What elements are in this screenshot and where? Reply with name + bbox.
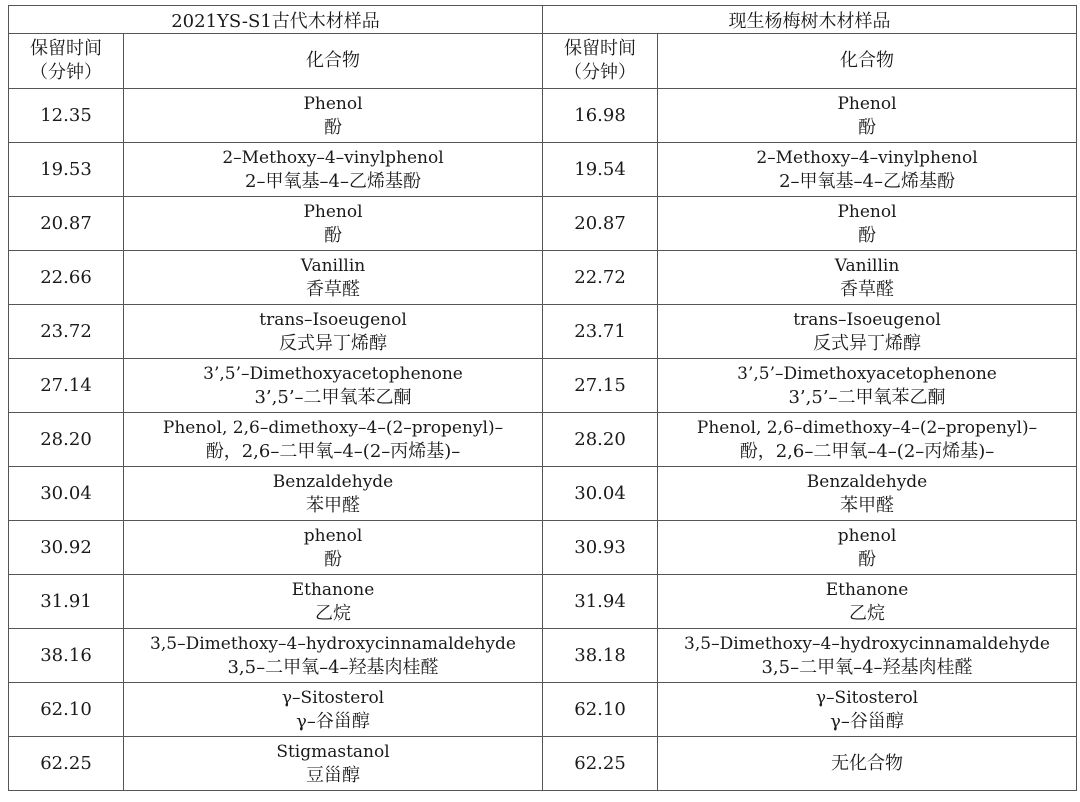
compound-name-en: 3’,5’–Dimethoxyacetophenone <box>737 363 997 384</box>
compound-ancient <box>124 629 543 683</box>
compound-name-zh: 3’,5’–二甲氧苯乙酮 <box>788 386 946 408</box>
table-row <box>9 413 1077 467</box>
retention-time-modern: 27.15 <box>543 359 658 413</box>
compound-name-zh: 反式异丁烯醇 <box>813 332 922 354</box>
retention-time-ancient: 22.66 <box>9 251 124 305</box>
compound-modern <box>658 143 1077 197</box>
compound-name-zh: 酚 <box>858 548 877 570</box>
table-row <box>9 251 1077 305</box>
compound-modern <box>658 629 1077 683</box>
compound-modern <box>658 683 1077 737</box>
retention-time-modern: 16.98 <box>543 89 658 143</box>
retention-time-ancient: 12.35 <box>9 89 124 143</box>
table-row <box>9 143 1077 197</box>
compound-modern <box>658 413 1077 467</box>
retention-time-modern: 30.93 <box>543 521 658 575</box>
compound-name-en: Phenol <box>303 93 363 114</box>
compound-name-en: Phenol, 2,6–dimethoxy–4–(2–propenyl)– <box>162 417 504 438</box>
compound-modern <box>658 305 1077 359</box>
retention-time-ancient: 62.25 <box>9 737 124 791</box>
compound-name-en: Stigmastanol <box>276 741 390 762</box>
compound-name-zh: 香草醛 <box>840 278 895 300</box>
compound-name-zh: 豆甾醇 <box>306 764 360 786</box>
compound-modern <box>658 251 1077 305</box>
retention-time-modern: 22.72 <box>543 251 658 305</box>
compound-name-zh: 3,5–二甲氧–4–羟基肉桂醛 <box>227 656 439 678</box>
compound-name-zh: 乙烷 <box>315 602 351 624</box>
compound-name-zh: 酚 <box>324 116 342 138</box>
compound-name-zh: 香草醛 <box>306 278 360 300</box>
table-row <box>9 197 1077 251</box>
retention-time-ancient: 28.20 <box>9 413 124 467</box>
table-row <box>9 737 1077 791</box>
compound-name-zh: 反式异丁烯醇 <box>279 332 387 354</box>
table-row <box>9 683 1077 737</box>
compound-ancient <box>124 467 543 521</box>
header-compound-modern: 化合物 <box>658 34 1077 89</box>
compound-ancient <box>124 197 543 251</box>
group-title-ancient: 2021YS-S1古代木材样品 <box>9 6 543 34</box>
compound-name-en: Ethanone <box>825 579 909 600</box>
compound-name-zh: γ–谷甾醇 <box>296 710 370 732</box>
compound-name-en: Vanillin <box>300 255 366 276</box>
compound-name-en: 2–Methoxy–4–vinylphenol <box>222 147 444 168</box>
compound-name-en: trans–Isoeugenol <box>793 309 941 330</box>
compound-name-zh: 苯甲醛 <box>840 494 895 516</box>
retention-time-ancient: 23.72 <box>9 305 124 359</box>
table-row <box>9 89 1077 143</box>
retention-time-modern: 19.54 <box>543 143 658 197</box>
table-row <box>9 467 1077 521</box>
compound-ancient <box>124 737 543 791</box>
retention-time-ancient: 19.53 <box>9 143 124 197</box>
compound-modern <box>658 467 1077 521</box>
compound-name-en: 3,5–Dimethoxy–4–hydroxycinnamaldehyde <box>684 633 1050 654</box>
table-row <box>9 305 1077 359</box>
compound-name-en: Vanillin <box>834 255 900 276</box>
compound-name-zh: 2–甲氧基–4–乙烯基酚 <box>779 170 955 192</box>
retention-time-ancient: 62.10 <box>9 683 124 737</box>
compound-name-zh: 酚 <box>324 224 342 246</box>
compound-ancient <box>124 359 543 413</box>
retention-time-ancient: 38.16 <box>9 629 124 683</box>
compound-name-en: Phenol <box>837 201 897 222</box>
compound-ancient <box>124 683 543 737</box>
retention-time-ancient: 31.91 <box>9 575 124 629</box>
compound-modern <box>658 575 1077 629</box>
compound-name-zh: 3,5–二甲氧–4–羟基肉桂醛 <box>761 656 973 678</box>
compound-name-en: Phenol <box>837 93 897 114</box>
compound-name-en: Phenol, 2,6–dimethoxy–4–(2–propenyl)– <box>696 417 1038 438</box>
header-retention-time-ancient <box>9 34 124 89</box>
header-retention-time-modern <box>543 34 658 89</box>
retention-time-ancient: 30.04 <box>9 467 124 521</box>
table-body <box>9 89 1077 791</box>
compound-name-zh: 无化合物 <box>831 752 904 774</box>
retention-time-modern: 62.25 <box>543 737 658 791</box>
compound-ancient <box>124 143 543 197</box>
compound-ancient <box>124 413 543 467</box>
header-time-line1: 保留时间 <box>564 38 637 59</box>
retention-time-modern: 62.10 <box>543 683 658 737</box>
table-row <box>9 521 1077 575</box>
compound-name-zh: 酚 <box>858 224 877 246</box>
compound-name-zh: γ–谷甾醇 <box>830 710 904 732</box>
retention-time-modern: 38.18 <box>543 629 658 683</box>
compound-ancient <box>124 575 543 629</box>
compound-ancient <box>124 89 543 143</box>
compound-name-zh: 苯甲醛 <box>306 494 360 516</box>
compound-modern <box>658 89 1077 143</box>
compound-name-zh: 酚 <box>324 548 342 570</box>
compound-name-zh: 酚，2,6–二甲氧–4–(2–丙烯基)– <box>205 440 461 462</box>
compound-name-en: trans–Isoeugenol <box>259 309 407 330</box>
table-row <box>9 575 1077 629</box>
retention-time-ancient: 30.92 <box>9 521 124 575</box>
compound-name-zh: 2–甲氧基–4–乙烯基酚 <box>245 170 421 192</box>
compound-name-en: γ–Sitosterol <box>281 687 385 708</box>
compound-name-en: Phenol <box>303 201 363 222</box>
compound-name-en: Benzaldehyde <box>272 471 394 492</box>
compound-ancient <box>124 521 543 575</box>
retention-time-ancient: 20.87 <box>9 197 124 251</box>
header-compound-ancient: 化合物 <box>124 34 543 89</box>
compound-name-en: Benzaldehyde <box>806 471 928 492</box>
compound-comparison-table <box>8 5 1077 791</box>
compound-name-en: 3’,5’–Dimethoxyacetophenone <box>203 363 463 384</box>
compound-name-en: 3,5–Dimethoxy–4–hydroxycinnamaldehyde <box>150 633 516 654</box>
header-time-line2: （分钟） <box>30 62 102 83</box>
retention-time-ancient: 27.14 <box>9 359 124 413</box>
compound-name-zh: 酚 <box>858 116 877 138</box>
compound-name-en: phenol <box>837 525 897 546</box>
compound-name-en: γ–Sitosterol <box>815 687 919 708</box>
compound-modern <box>658 521 1077 575</box>
compound-name-zh: 乙烷 <box>849 602 886 624</box>
compound-name-en: phenol <box>303 525 363 546</box>
compound-ancient <box>124 251 543 305</box>
retention-time-modern: 30.04 <box>543 467 658 521</box>
header-time-line1: 保留时间 <box>30 38 102 59</box>
retention-time-modern: 20.87 <box>543 197 658 251</box>
compound-name-zh: 酚，2,6–二甲氧–4–(2–丙烯基)– <box>739 440 995 462</box>
retention-time-modern: 31.94 <box>543 575 658 629</box>
retention-time-modern: 28.20 <box>543 413 658 467</box>
compound-name-zh: 3’,5’–二甲氧苯乙酮 <box>254 386 412 408</box>
compound-modern <box>658 197 1077 251</box>
compound-ancient <box>124 305 543 359</box>
compound-modern <box>658 737 1077 791</box>
header-time-line2: （分钟） <box>564 62 637 83</box>
table-row <box>9 629 1077 683</box>
group-title-modern: 现生杨梅树木材样品 <box>543 6 1077 34</box>
table-row <box>9 359 1077 413</box>
compound-modern <box>658 359 1077 413</box>
compound-name-en: 2–Methoxy–4–vinylphenol <box>756 147 978 168</box>
compound-name-en: Ethanone <box>291 579 375 600</box>
retention-time-modern: 23.71 <box>543 305 658 359</box>
